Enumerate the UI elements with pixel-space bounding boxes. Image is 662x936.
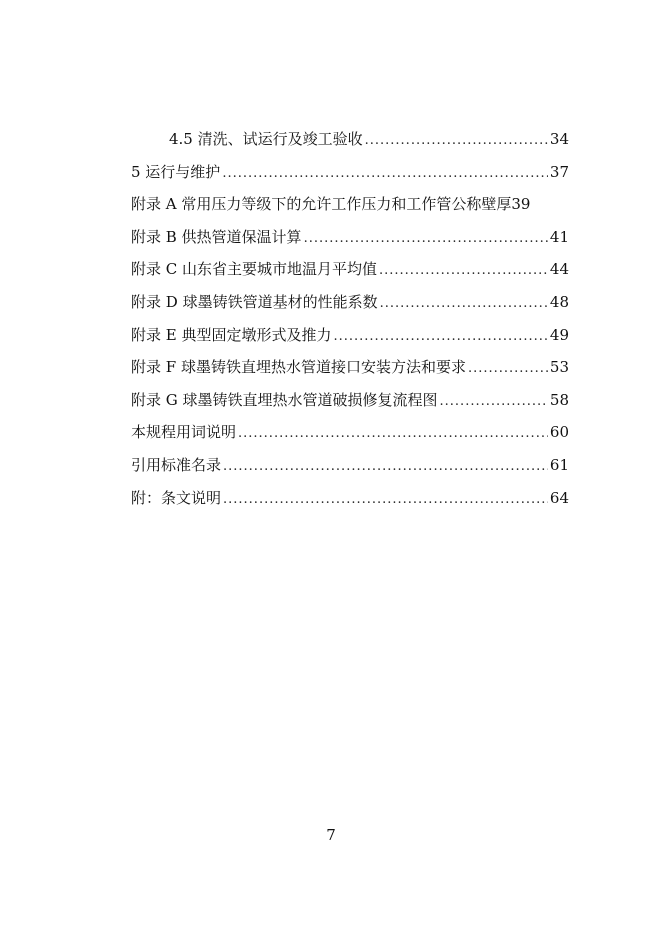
toc-entry-appendix-d[interactable] <box>131 290 569 323</box>
toc-entry-wording-explanation[interactable] <box>131 420 569 453</box>
toc-entry-page: 37 <box>549 162 569 181</box>
toc-entry-4-5[interactable] <box>131 127 569 160</box>
toc-dot-leader <box>304 227 548 251</box>
toc-entry-page: 61 <box>549 455 569 474</box>
toc-entry-page: 39 <box>511 195 531 214</box>
toc-dot-leader <box>238 422 548 446</box>
toc-entry-appendix-b[interactable] <box>131 225 569 258</box>
toc-entry-page: 41 <box>549 227 569 246</box>
toc-dot-leader <box>223 488 548 512</box>
toc-entry-title: 5 运行与维护 <box>131 162 221 181</box>
toc-entry-appendix-g[interactable] <box>131 388 569 421</box>
toc-entry-page: 48 <box>549 292 569 311</box>
toc-entry-title: 附录 E 典型固定墩形式及推力 <box>131 325 332 344</box>
toc-entry-title: 附录 C 山东省主要城市地温月平均值 <box>131 260 378 279</box>
toc-entry-page: 53 <box>549 358 569 377</box>
toc-entry-appendix-a[interactable] <box>131 192 569 225</box>
toc-entry-page: 58 <box>549 390 569 409</box>
toc-entry-appendix-c[interactable] <box>131 257 569 290</box>
toc-entry-title: 附录 D 球墨铸铁管道基材的性能系数 <box>131 292 378 311</box>
toc-entry-title: 附录 G 球墨铸铁直埋热水管道破损修复流程图 <box>131 390 438 409</box>
toc-entry-title: 附录 B 供热管道保温计算 <box>131 227 302 246</box>
toc-dot-leader <box>222 162 548 186</box>
toc-entry-title: 本规程用词说明 <box>131 423 237 442</box>
toc-dot-leader <box>379 259 548 283</box>
toc-dot-leader <box>223 455 548 479</box>
toc-entry-title: 附录 F 球墨铸铁直埋热水管道接口安装方法和要求 <box>131 358 466 377</box>
toc-entry-page: 34 <box>549 130 569 148</box>
toc-entry-appendix-e[interactable] <box>131 323 569 356</box>
toc-entry-page: 64 <box>549 488 569 507</box>
toc-entry-page: 60 <box>549 423 569 442</box>
toc-entry-referenced-standards[interactable] <box>131 453 569 486</box>
toc-entry-page: 44 <box>549 260 569 279</box>
toc-dot-leader <box>334 325 548 349</box>
table-of-contents <box>131 127 569 518</box>
toc-entry-clause-explanation[interactable] <box>131 486 569 519</box>
toc-entry-title: 引用标准名录 <box>131 455 222 474</box>
toc-dot-leader <box>468 357 548 381</box>
toc-dot-leader <box>440 390 548 414</box>
toc-entry-title: 4.5 清洗、试运行及竣工验收 <box>169 130 363 148</box>
toc-entry-page: 49 <box>549 325 569 344</box>
toc-entry-title: 附：条文说明 <box>131 488 222 507</box>
page-number: 7 <box>326 826 336 844</box>
toc-dot-leader <box>380 292 548 316</box>
toc-entry-title: 附录 A 常用压力等级下的允许工作压力和工作管公称壁厚 <box>131 195 512 214</box>
toc-entry-appendix-f[interactable] <box>131 355 569 388</box>
toc-entry-5[interactable] <box>131 160 569 193</box>
toc-dot-leader <box>365 129 548 153</box>
